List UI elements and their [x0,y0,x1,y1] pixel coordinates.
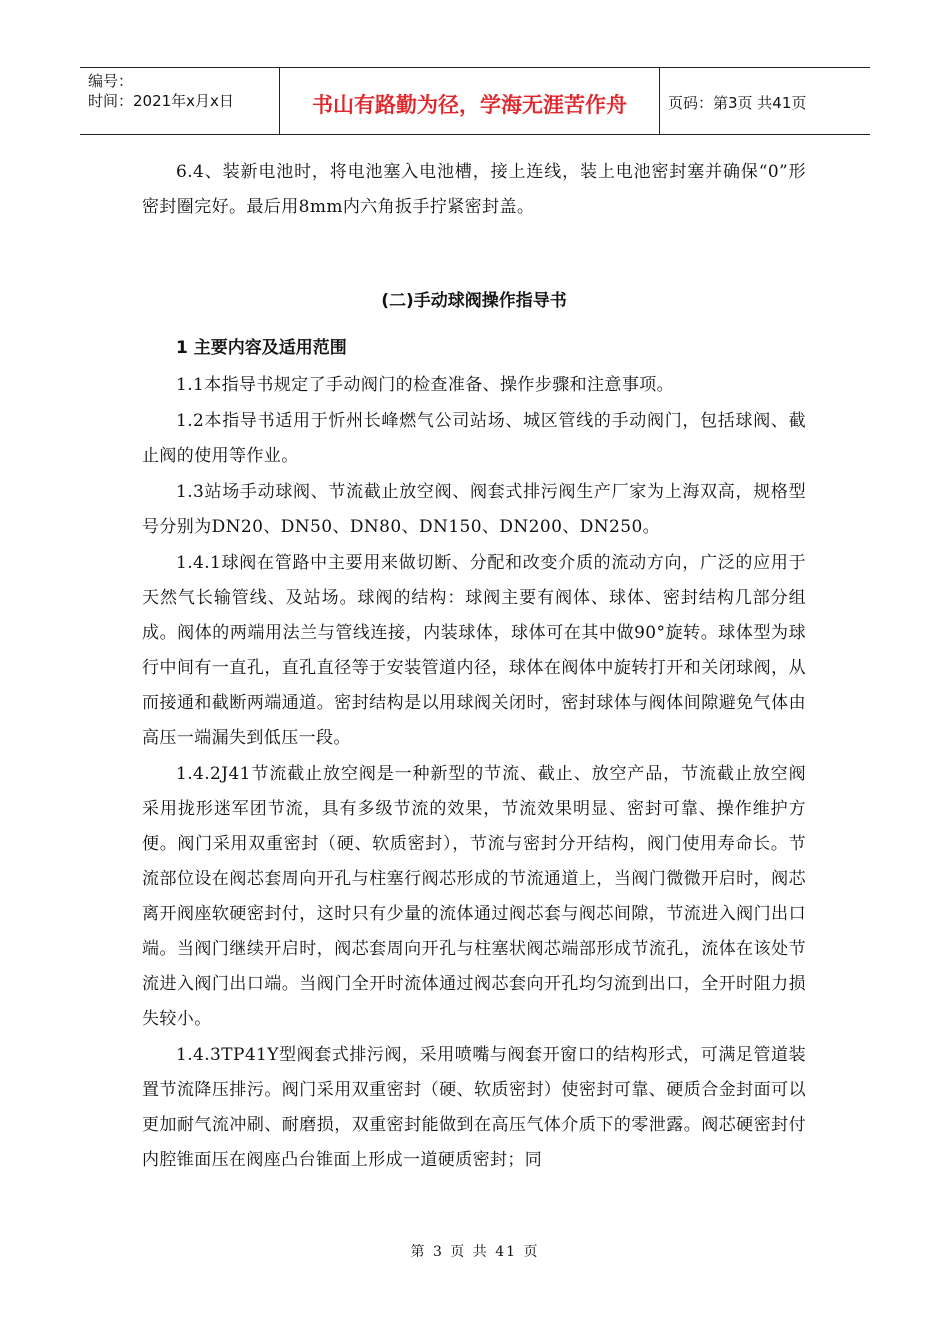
paragraph-1-4-1: 1.4.1球阀在管路中主要用来做切断、分配和改变介质的流动方向，广泛的应用于天然气长输管线、及站场。球阀的结构：球阀主要有阀体、球体、密封结构几部分组成。阀体的两端用法兰与管线连接，内装球体，球体可在其中做90°旋转。球体型为球行中间有一直孔，直孔直径等于安装管道内径，球体在阀体中旋转打开和关闭球阀，从而接通和截断两端通道。密封结构是以用球阀关闭时，密封球体与阀体间隙避免气体由高压一端漏失到低压一段。 [142,553,806,748]
header-page-cell [660,68,870,134]
header-meta-cell [80,68,280,134]
section-spacer [142,226,806,280]
document-number-label: 编号： [88,72,134,90]
paragraph-1-4-2: 1.4.2J41节流截止放空阀是一种新型的节流、截止、放空产品，节流截止放空阀采用拢形迷军团节流，具有多级节流的效果，节流效果明显、密封可靠、操作维护方便。阀门采用双重密封（硬、软质密封），节流与密封分开结构，阀门使用寿命长。节流部位设在阀芯套周向开孔与柱塞行阀芯形成的节流通道上，当阀门微微开启时，阀芯离开阀座软硬密封付，这时只有少量的流体通过阀芯套与阀芯间隙，节流进入阀门出口端。当阀门继续开启时，阀芯套周向开孔与柱塞状阀芯端部形成节流孔，流体在该处节流进入阀门出口端。当阀门全开时流体通过阀芯套向开孔均匀流到出口，全开时阻力损失较小。 [142,764,806,1029]
document-header [80,67,870,135]
document-body [142,155,806,1179]
header-motto-cell [280,68,660,134]
subheading-scope: 1 主要内容及适用范围 [176,338,347,358]
header-motto: 书山有路勤为径，学海无涯苦作舟 [312,93,627,117]
page-footer: 第 3 页 共 41 页 [410,1244,540,1260]
paragraph-1-2: 1.2本指导书适用于忻州长峰燃气公司站场、城区管线的手动阀门，包括球阀、截止阀的使用等作业。 [142,411,806,466]
document-date: 时间：2021年x月x日 [88,92,234,110]
paragraph-1-1: 1.1本指导书规定了手动阀门的检查准备、操作步骤和注意事项。 [176,375,675,395]
section-title: (二)手动球阀操作指导书 [381,291,567,311]
paragraph-6-4: 6.4、装新电池时，将电池塞入电池槽，接上连线，装上电池密封塞并确保“0”形密封圈完好。最后用8mm内六角扳手拧紧密封盖。 [142,162,806,217]
header-page-code: 页码：第3页 共41页 [668,94,807,112]
paragraph-1-3: 1.3站场手动球阀、节流截止放空阀、阀套式排污阀生产厂家为上海双高，规格型号分别为DN20、DN50、DN80、DN150、DN200、DN250。 [142,482,806,537]
paragraph-1-4-3: 1.4.3TP41Y型阀套式排污阀，采用喷嘴与阀套开窗口的结构形式，可满足管道装置节流降压排污。阀门采用双重密封（硬、软质密封）使密封可靠、硬质合金封面可以更加耐气流冲刷、耐磨损，双重密封能做到在高压气体介质下的零泄露。阀芯硬密封付内腔锥面压在阀座凸台锥面上形成一道硬质密封；同 [142,1045,806,1170]
